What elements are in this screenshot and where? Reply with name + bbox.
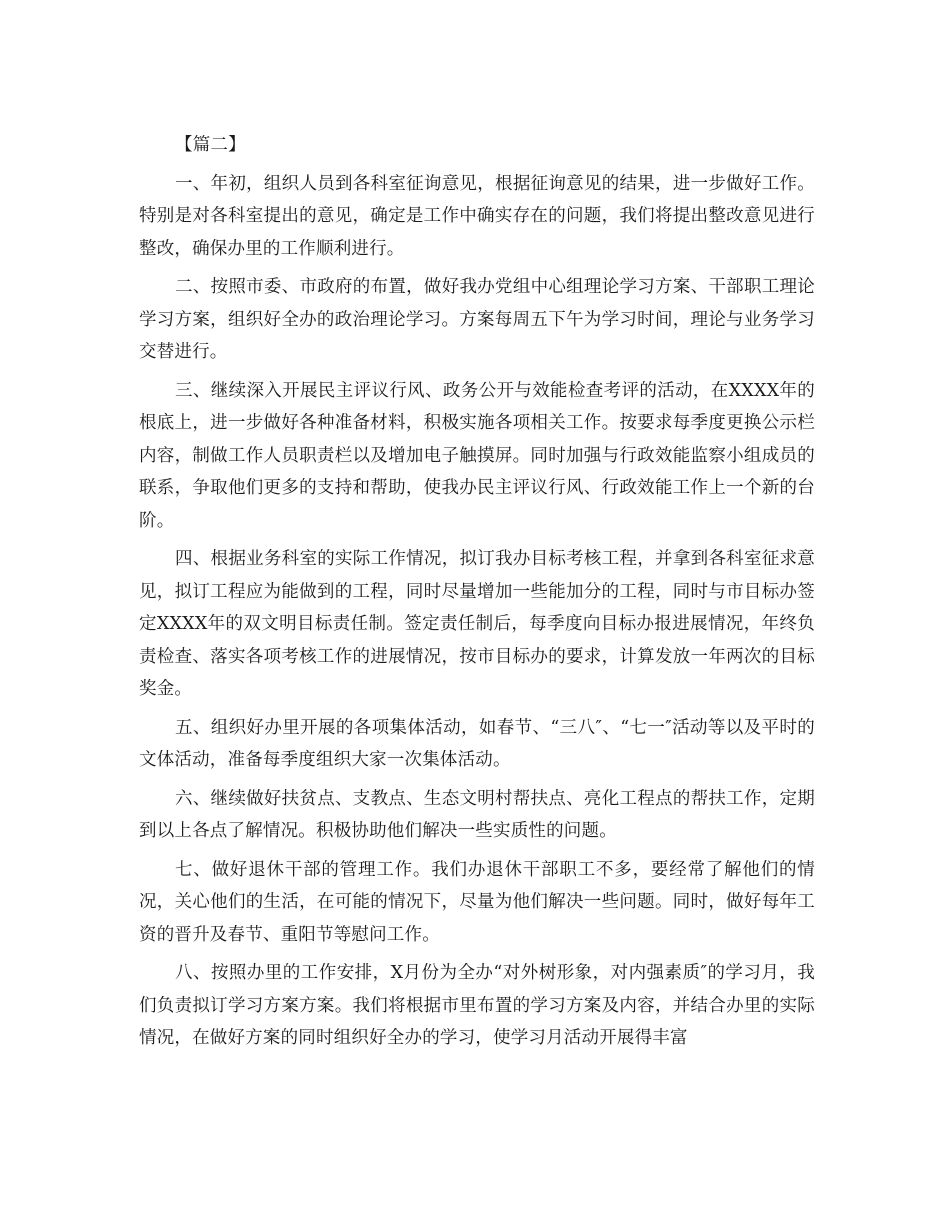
paragraph-6: 六、继续做好扶贫点、支教点、生态文明村帮扶点、亮化工程点的帮扶工作，定期到以上各点了解情况。积极协助他们解决一些实质性的问题。 [139,788,815,841]
paragraph-4: 四、根据业务科室的实际工作情况，拟订我办目标考核工程，并拿到各科室征求意见，拟订工程应为能做到的工程，同时尽量增加一些能加分的工程，同时与市目标办签定XXXX年的双文明目标责任制。签定责任制后，每季度向目标办报进展情况，年终负责检查、落实各项考核工作的进展情况，按市目标办的要求，计算发放一年两次的目标奖金。 [139,549,815,699]
document-body [139,129,815,1061]
paragraph-2: 二、按照市委、市政府的布置，做好我办党组中心组理论学习方案、干部职工理论学习方案，组织好全办的政治理论学习。方案每周五下午为学习时间，理论与业务学习交替进行。 [139,277,815,362]
section-heading: 【篇二】 [175,135,246,155]
paragraph-7: 七、做好退休干部的管理工作。我们办退休干部职工不多，要经常了解他们的情况，关心他们的生活，在可能的情况下，尽量为他们解决一些问题。同时，做好每年工资的晋升及春节、重阳节等慰问工作。 [139,859,815,945]
paragraph-3: 三、继续深入开展民主评议行风、政务公开与效能检查考评的活动，在XXXX年的根底上，进一步做好各种准备材料，积极实施各项相关工作。按要求每季度更换公示栏内容，制做工作人员职责栏以及增加电子触摸屏。同时加强与行政效能监察小组成员的联系，争取他们更多的支持和帮助，使我办民主评议行风、行政效能工作上一个新的台阶。 [139,380,815,531]
paragraph-5: 五、组织好办里开展的各项集体活动，如春节、“三八″、“七一″活动等以及平时的文体活动，准备每季度组织大家一次集体活动。 [139,717,815,770]
paragraph-1: 一、年初，组织人员到各科室征询意见，根据征询意见的结果，进一步做好工作。特别是对各科室提出的意见，确定是工作中确实存在的问题，我们将提出整改意见进行整改，确保办里的工作顺利进行。 [139,173,815,259]
paragraph-8: 八、按照办里的工作安排，X月份为全办“对外树形象，对内强素质″的学习月，我们负责拟订学习方案方案。我们将根据市里布置的学习方案及内容，并结合办里的实际情况，在做好方案的同时组织好全办的学习，使学习月活动开展得丰富 [139,963,815,1048]
